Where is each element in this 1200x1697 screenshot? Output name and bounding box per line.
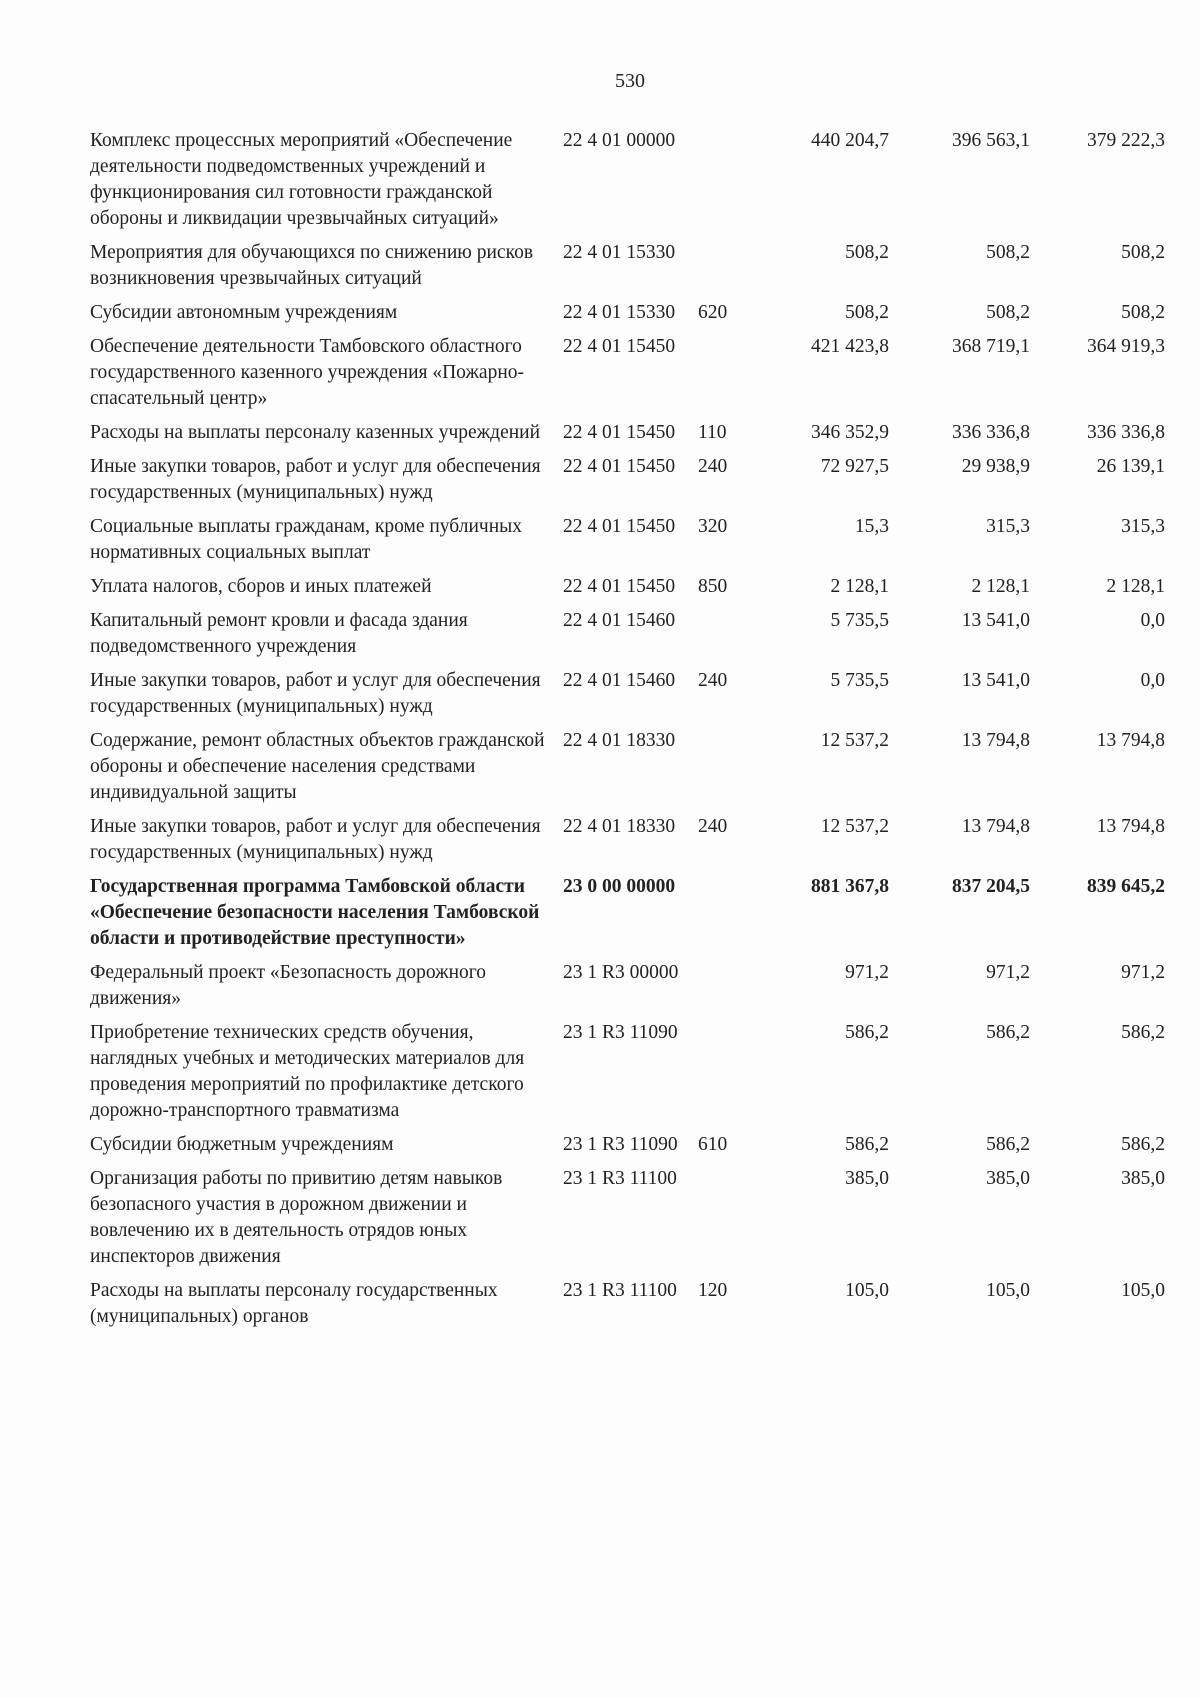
amount-year-3: 586,2: [1121, 1022, 1165, 1043]
amount-year-1: 12 537,2: [820, 730, 889, 751]
amount-year-3: 0,0: [1140, 610, 1165, 631]
target-article-code: 23 1 R3 11090: [563, 1134, 678, 1155]
table-row: [90, 1020, 1165, 1132]
target-article-code: 22 4 01 15450: [563, 422, 676, 443]
amount-year-3: 336 336,8: [1087, 422, 1165, 443]
table-row: [90, 960, 1165, 1020]
amount-year-3: 508,2: [1121, 302, 1165, 323]
table-row: [90, 728, 1165, 814]
expense-type-code: [698, 1020, 748, 1132]
amount-year-3: 0,0: [1140, 670, 1165, 691]
table-row: [90, 300, 1165, 334]
expense-name: Расходы на выплаты персоналу казенных учреждений: [90, 422, 541, 443]
expense-type-code: [698, 240, 748, 300]
expense-type-code: 320: [698, 516, 728, 537]
target-article-code: 22 4 01 15330: [563, 242, 676, 263]
amount-year-1: 421 423,8: [811, 336, 889, 357]
amount-year-1: 881 367,8: [811, 876, 889, 897]
amount-year-3: 13 794,8: [1096, 816, 1165, 837]
table-row: [90, 514, 1165, 574]
expense-name: Содержание, ремонт областных объектов гражданской обороны и обеспечение населения средствами индивидуальной защиты: [90, 730, 545, 803]
expense-name: Иные закупки товаров, работ и услуг для обеспечения государственных (муниципальных) нужд: [90, 670, 541, 717]
amount-year-3: 364 919,3: [1087, 336, 1165, 357]
expense-name: Уплата налогов, сборов и иных платежей: [90, 576, 432, 597]
expense-type-code: 850: [698, 576, 728, 597]
amount-year-1: 346 352,9: [811, 422, 889, 443]
amount-year-1: 105,0: [845, 1280, 889, 1301]
target-article-code: 22 4 01 00000: [563, 130, 676, 151]
amount-year-1: 2 128,1: [830, 576, 889, 597]
amount-year-2: 13 794,8: [961, 730, 1030, 751]
amount-year-3: 26 139,1: [1096, 456, 1165, 477]
table-row: [90, 240, 1165, 300]
target-article-code: 22 4 01 15450: [563, 516, 676, 537]
amount-year-2: 586,2: [986, 1022, 1030, 1043]
table-row: [90, 608, 1165, 668]
target-article-code: 22 4 01 18330: [563, 730, 676, 751]
target-article-code: 22 4 01 15450: [563, 456, 676, 477]
table-row: [90, 668, 1165, 728]
amount-year-1: 5 735,5: [830, 670, 889, 691]
amount-year-3: 379 222,3: [1087, 130, 1165, 151]
page-number: 530: [615, 70, 645, 92]
expense-type-code: 240: [698, 456, 728, 477]
amount-year-3: 508,2: [1121, 242, 1165, 263]
amount-year-1: 508,2: [845, 302, 889, 323]
expense-name: Обеспечение деятельности Тамбовского областного государственного казенного учреждения «Пожарно-спасательный центр»: [90, 336, 525, 409]
expense-name: Государственная программа Тамбовской области «Обеспечение безопасности населения Тамбовской области и противодействие преступности»: [90, 876, 540, 949]
table-row: [90, 814, 1165, 874]
table-row: [90, 128, 1165, 240]
target-article-code: 23 1 R3 11100: [563, 1168, 677, 1189]
amount-year-2: 837 204,5: [952, 876, 1030, 897]
amount-year-1: 5 735,5: [830, 610, 889, 631]
amount-year-2: 336 336,8: [952, 422, 1030, 443]
expense-name: Расходы на выплаты персоналу государственных (муниципальных) органов: [90, 1280, 498, 1327]
amount-year-2: 971,2: [986, 962, 1030, 983]
expense-type-code: [698, 128, 748, 240]
table-body: [90, 128, 1165, 1338]
table-row: [90, 1166, 1165, 1278]
expense-name: Субсидии автономным учреждениям: [90, 302, 398, 323]
expense-type-code: 240: [698, 670, 728, 691]
target-article-code: 23 1 R3 00000: [563, 962, 679, 983]
amount-year-3: 385,0: [1121, 1168, 1165, 1189]
amount-year-3: 2 128,1: [1106, 576, 1165, 597]
expense-type-code: 120: [698, 1280, 728, 1301]
amount-year-2: 29 938,9: [961, 456, 1030, 477]
expense-name: Иные закупки товаров, работ и услуг для обеспечения государственных (муниципальных) нужд: [90, 456, 541, 503]
expense-name: Субсидии бюджетным учреждениям: [90, 1134, 394, 1155]
amount-year-2: 368 719,1: [952, 336, 1030, 357]
amount-year-3: 13 794,8: [1096, 730, 1165, 751]
expense-type-code: [698, 728, 748, 814]
expense-type-code: [698, 334, 748, 420]
amount-year-1: 15,3: [854, 516, 889, 537]
target-article-code: 22 4 01 15460: [563, 670, 676, 691]
expense-name: Иные закупки товаров, работ и услуг для обеспечения государственных (муниципальных) нужд: [90, 816, 541, 863]
table-row: [90, 874, 1165, 960]
expense-type-code: [698, 1166, 748, 1278]
amount-year-1: 971,2: [845, 962, 889, 983]
target-article-code: 23 1 R3 11100: [563, 1280, 677, 1301]
expense-type-code: [698, 608, 748, 668]
amount-year-2: 385,0: [986, 1168, 1030, 1189]
expense-type-code: [698, 960, 748, 1020]
table-row: [90, 1132, 1165, 1166]
expense-type-code: 240: [698, 816, 728, 837]
amount-year-1: 385,0: [845, 1168, 889, 1189]
expense-type-code: [698, 874, 748, 960]
expense-type-code: 620: [698, 302, 728, 323]
table-row: [90, 454, 1165, 514]
expense-name: Капитальный ремонт кровли и фасада здания подведомственного учреждения: [90, 610, 468, 657]
amount-year-1: 586,2: [845, 1022, 889, 1043]
table-row: [90, 574, 1165, 608]
target-article-code: 23 0 00 00000: [563, 876, 676, 897]
expense-name: Организация работы по привитию детям навыков безопасного участия в дорожном движении и вовлечению их в деятельность отрядов юных инспекторов движения: [90, 1168, 503, 1267]
expense-name: Мероприятия для обучающихся по снижению рисков возникновения чрезвычайных ситуаций: [90, 242, 534, 289]
amount-year-1: 586,2: [845, 1134, 889, 1155]
budget-table: [90, 128, 1165, 1338]
amount-year-2: 508,2: [986, 242, 1030, 263]
target-article-code: 22 4 01 15330: [563, 302, 676, 323]
amount-year-2: 13 541,0: [961, 670, 1030, 691]
amount-year-2: 586,2: [986, 1134, 1030, 1155]
expense-type-code: 110: [698, 422, 727, 443]
amount-year-1: 72 927,5: [820, 456, 889, 477]
amount-year-3: 971,2: [1121, 962, 1165, 983]
table-row: [90, 334, 1165, 420]
target-article-code: 22 4 01 15450: [563, 576, 676, 597]
target-article-code: 22 4 01 15450: [563, 336, 676, 357]
amount-year-2: 105,0: [986, 1280, 1030, 1301]
expense-name: Приобретение технических средств обучения, наглядных учебных и методических материалов для проведения мероприятий по профилактике детского дорожно-транспортного травматизма: [90, 1022, 525, 1121]
expense-type-code: 610: [698, 1134, 728, 1155]
target-article-code: 23 1 R3 11090: [563, 1022, 678, 1043]
amount-year-2: 13 541,0: [961, 610, 1030, 631]
amount-year-3: 839 645,2: [1087, 876, 1165, 897]
amount-year-2: 315,3: [986, 516, 1030, 537]
expense-name: Федеральный проект «Безопасность дорожного движения»: [90, 962, 487, 1009]
amount-year-2: 396 563,1: [952, 130, 1030, 151]
amount-year-1: 508,2: [845, 242, 889, 263]
amount-year-2: 2 128,1: [971, 576, 1030, 597]
expense-name: Комплекс процессных мероприятий «Обеспечение деятельности подведомственных учреждений и функционирования сил готовности гражданской обороны и ликвидации чрезвычайных ситуаций»: [90, 130, 513, 229]
table-row: [90, 1278, 1165, 1338]
target-article-code: 22 4 01 15460: [563, 610, 676, 631]
expense-name: Социальные выплаты гражданам, кроме публичных нормативных социальных выплат: [90, 516, 522, 563]
target-article-code: 22 4 01 18330: [563, 816, 676, 837]
amount-year-3: 315,3: [1121, 516, 1165, 537]
amount-year-3: 586,2: [1121, 1134, 1165, 1155]
amount-year-2: 508,2: [986, 302, 1030, 323]
amount-year-1: 12 537,2: [820, 816, 889, 837]
amount-year-3: 105,0: [1121, 1280, 1165, 1301]
table-row: [90, 420, 1165, 454]
amount-year-2: 13 794,8: [961, 816, 1030, 837]
amount-year-1: 440 204,7: [811, 130, 889, 151]
